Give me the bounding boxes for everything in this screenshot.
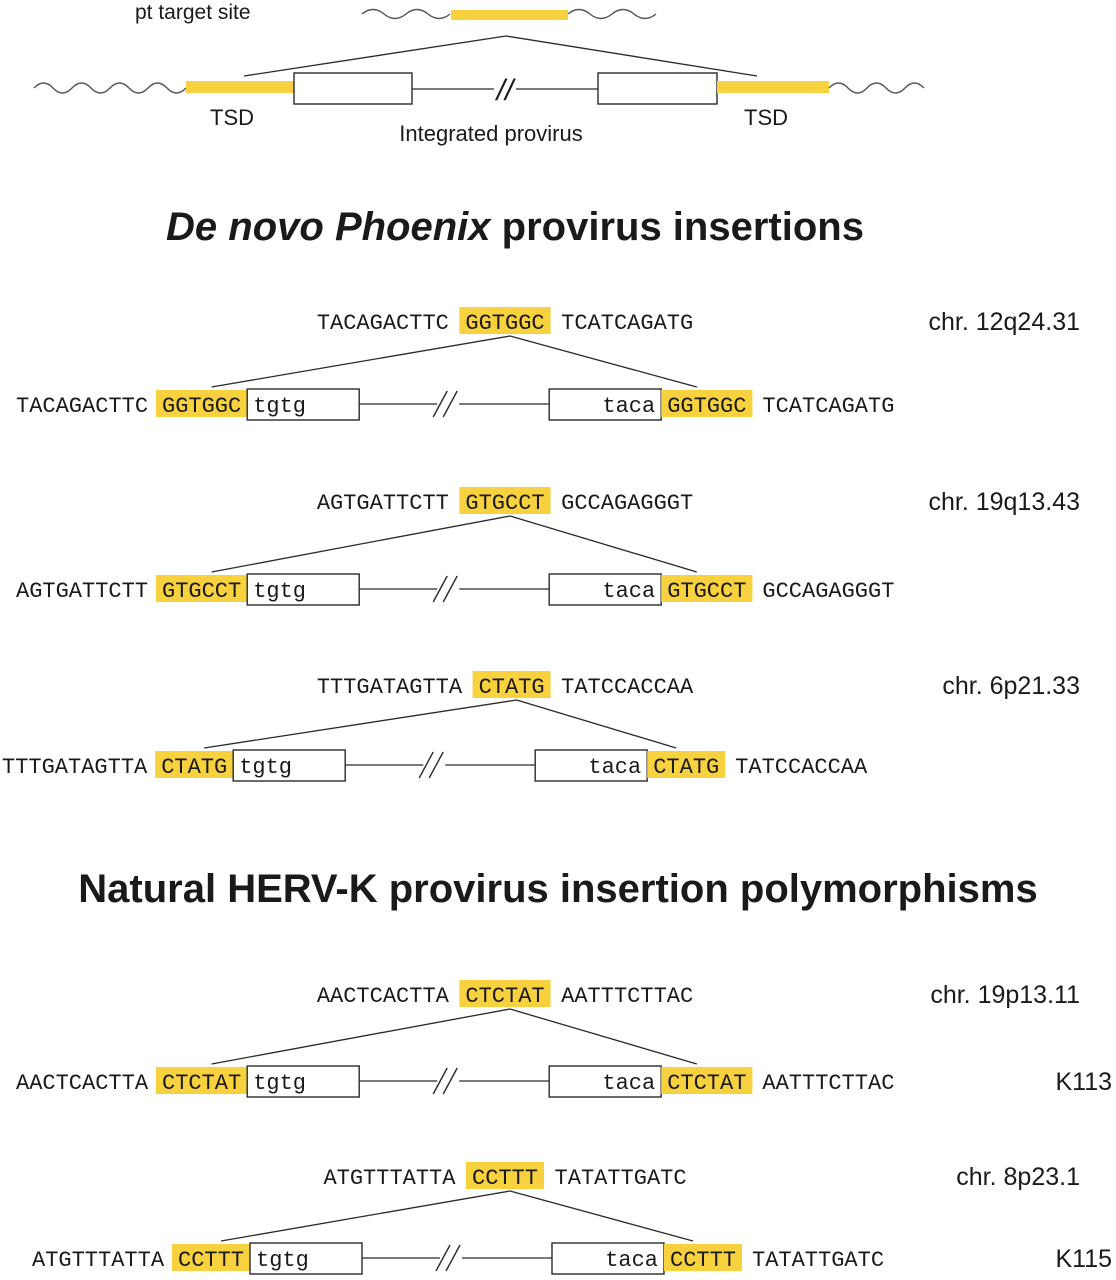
section-title-denovo-italic: De novo Phoenix [166,205,491,249]
provirus-name-4: K115 [1055,1245,1112,1273]
ltr5-seq-3: tgtg [253,1071,307,1096]
locus-label-2: chr. 6p21.33 [942,672,1080,700]
provirus-box-left [294,73,412,104]
ltr3-seq-0: taca [602,394,656,419]
inserted-tsd3-seq-4: CCTTT [670,1248,737,1273]
target-tsd-seq-1: GTGCCT [465,491,545,516]
inserted-left-flank-4: ATGTTTATTA [32,1248,165,1273]
ltr3-seq-2: taca [588,755,642,780]
target-tsd-seq-2: CTATG [478,675,545,700]
splay-left-3 [212,1009,510,1064]
splay-right-2 [517,700,677,748]
section-title-natural-rest: Natural HERV-K provirus insertion polymorphisms [78,867,1038,911]
section-title-denovo-rest: provirus insertions [490,205,864,249]
target-tsd-seq-0: GGTGGC [465,311,545,336]
target-left-flank-0: TACAGACTTC [316,311,449,336]
target-wave-right [568,10,656,19]
inserted-left-flank-1: AGTGATTCTT [16,579,149,604]
target-right-flank-1: GCCAGAGGGT [561,491,694,516]
ltr5-seq-2: tgtg [239,755,293,780]
inserted-tsd3-seq-2: CTATG [653,755,720,780]
locus-label-1: chr. 19q13.43 [928,488,1080,516]
provirus-break: // [496,74,514,107]
target-left-flank-4: ATGTTTATTA [323,1166,456,1191]
inserted-right-flank-4: TATATTGATC [752,1248,885,1273]
splay-right-0 [510,336,697,387]
inserted-right-flank-1: GCCAGAGGGT [762,579,895,604]
tsd-label-right: TSD [744,105,788,130]
inserted-left-flank-3: AACTCACTTA [16,1071,149,1096]
ltr5-seq-0: tgtg [253,394,307,419]
inserted-right-flank-2: TATCCACCAA [735,755,868,780]
splay-right-1 [510,516,697,572]
target-wave-left [362,10,450,19]
target-site-label: pt target site [135,1,251,24]
inserted-tsd5-seq-1: GTGCCT [162,579,242,604]
provirus-box-right [598,73,717,104]
genome-wave-left [34,83,186,93]
locus-label-4: chr. 8p23.1 [956,1163,1080,1191]
provirus-label: Integrated provirus [399,121,583,146]
target-split-right [506,36,757,76]
inserted-tsd5-seq-3: CTCTAT [162,1071,242,1096]
target-tsd-seq-4: CCTTT [472,1166,539,1191]
inserted-right-flank-0: TCATCAGATG [762,394,895,419]
inserted-left-flank-2: TTTGATAGTTA [2,755,148,780]
inserted-tsd3-seq-1: GTGCCT [667,579,747,604]
splay-right-3 [510,1009,697,1064]
splay-left-1 [212,516,510,572]
target-left-flank-3: AACTCACTTA [316,984,449,1009]
section-title-natural [78,867,1037,911]
section-title-denovo [166,205,864,249]
inserted-tsd5-seq-2: CTATG [161,755,228,780]
tsd-bar-left [186,81,294,93]
genome-wave-right [829,83,924,93]
splay-left-0 [212,336,510,387]
inserted-tsd5-seq-4: CCTTT [178,1248,245,1273]
inserted-left-flank-0: TACAGACTTC [16,394,149,419]
target-right-flank-4: TATATTGATC [554,1166,687,1191]
target-site-bar [451,10,568,20]
inserted-tsd5-seq-0: GGTGGC [162,394,242,419]
splay-left-2 [204,700,516,748]
inserted-right-flank-3: AATTTCTTAC [762,1071,895,1096]
target-left-flank-1: AGTGATTCTT [316,491,449,516]
target-tsd-seq-3: CTCTAT [465,984,545,1009]
tsd-bar-right [717,81,829,93]
insertion-blocks [2,307,1112,1274]
splay-right-4 [510,1191,693,1241]
locus-label-3: chr. 19p13.11 [930,981,1080,1009]
ltr3-seq-3: taca [602,1071,656,1096]
ltr3-seq-4: taca [605,1248,658,1273]
target-right-flank-2: TATCCACCAA [561,675,694,700]
target-right-flank-0: TCATCAGATG [561,311,694,336]
locus-label-0: chr. 12q24.31 [928,308,1080,336]
target-left-flank-2: TTTGATAGTTA [316,675,463,700]
provirus-name-3: K113 [1055,1068,1112,1096]
ltr3-seq-1: taca [602,579,656,604]
target-right-flank-3: AATTTCTTAC [561,984,694,1009]
inserted-tsd3-seq-0: GGTGGC [667,394,747,419]
ltr5-seq-4: tgtg [256,1248,309,1273]
inserted-tsd3-seq-3: CTCTAT [667,1071,747,1096]
tsd-label-left: TSD [210,105,254,130]
target-split-left [244,36,506,76]
schematic [34,1,924,146]
splay-left-4 [221,1191,510,1241]
ltr5-seq-1: tgtg [253,579,307,604]
